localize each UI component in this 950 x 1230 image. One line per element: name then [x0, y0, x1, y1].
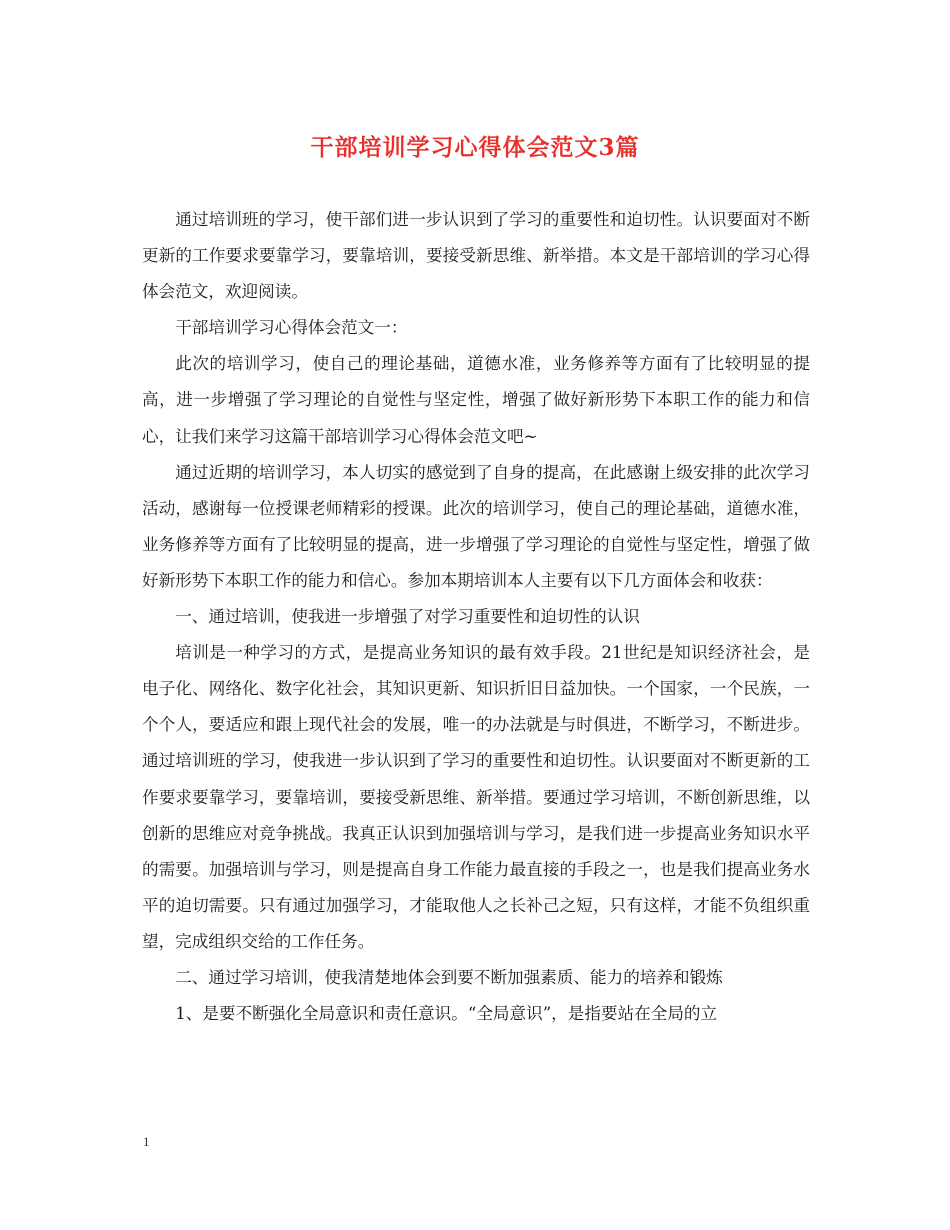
document-title: 干部培训学习心得体会范文3篇 — [310, 134, 640, 161]
page-number: 1 — [143, 1134, 150, 1149]
paragraph-section-one-heading: 一、通过培训，使我进一步增强了对学习重要性和迫切性的认识 — [175, 607, 640, 627]
paragraph-section-two-heading: 二、通过学习培训，使我清楚地体会到要不断加强素质、能力的培养和锻炼 — [175, 967, 723, 987]
paragraph-sample-one-summary: 此次的培训学习，使自己的理论基础，道德水准，业务修养等方面有了比较明显的提高，进一步增强了学习理论的自觉性与坚定性，增强了做好新形势下本职工作的能力和信心，让我们来学习这篇干部培训学习心得体会范文吧~ — [142, 354, 810, 446]
paragraph-sample-one-body: 通过近期的培训学习，本人切实的感觉到了自身的提高，在此感谢上级安排的此次学习活动，感谢每一位授课老师精彩的授课。此次的培训学习，使自己的理论基础，道德水准，业务修养等方面有了比较明显的提高，进一步增强了学习理论的自觉性与坚定性，增强了做好新形势下本职工作的能力和信心。参加本期培训本人主要有以下几方面体会和收获： — [142, 462, 810, 590]
paragraph-intro: 通过培训班的学习，使干部们进一步认识到了学习的重要性和迫切性。认识要面对不断更新的工作要求要靠学习，要靠培训，要接受新思维、新举措。本文是干部培训的学习心得体会范文，欢迎阅读。 — [142, 210, 810, 302]
paragraph-section-two-item-one: 1、是要不断强化全局意识和责任意识。“全局意识”，是指要站在全局的立 — [175, 1004, 718, 1024]
paragraph-section-one-body: 培训是一种学习的方式，是提高业务知识的最有效手段。21世纪是知识经济社会，是电子化、网络化、数字化社会，其知识更新、知识折旧日益加快。一个国家，一个民族，一个个人，要适应和跟上现代社会的发展，唯一的办法就是与时俱进，不断学习，不断进步。通过培训班的学习，使我进一步认识到了学习的重要性和迫切性。认识要面对不断更新的工作要求要靠学习，要靠培训，要接受新思维、新举措。要通过学习培训，不断创新思维，以创新的思维应对竞争挑战。我真正认识到加强培训与学习，是我们进一步提高业务知识水平的需要。加强培训与学习，则是提高自身工作能力最直接的手段之一，也是我们提高业务水平的迫切需要。只有通过加强学习，才能取他人之长补己之短，只有这样，才能不负组织重望，完成组织交给的工作任务。 — [142, 643, 810, 951]
paragraph-heading-sample-one: 干部培训学习心得体会范文一： — [175, 318, 408, 338]
document-body — [142, 202, 810, 1032]
